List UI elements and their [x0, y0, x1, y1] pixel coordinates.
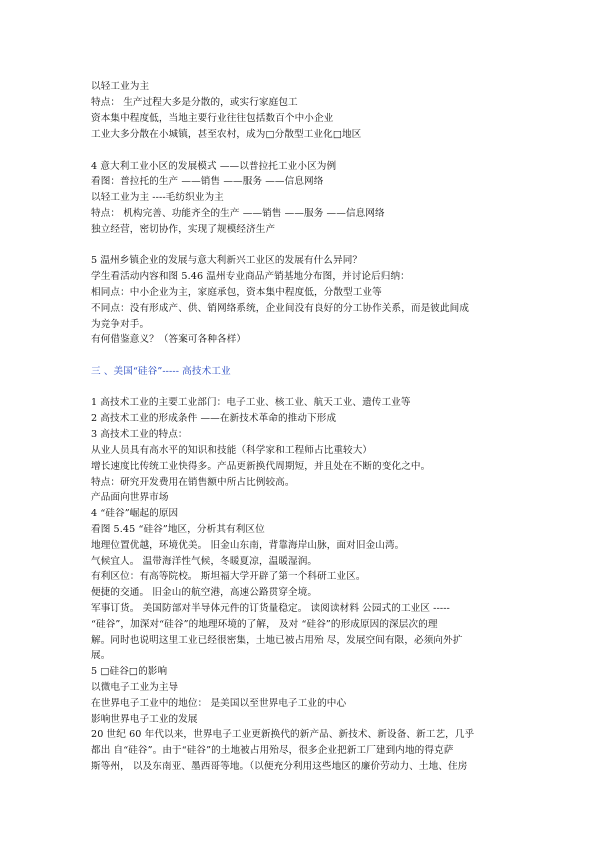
text-line: 有利区位：有高等院校。 斯坦福大学开辟了第一个科研工业区。: [91, 571, 366, 582]
text-line: 在世界电子工业中的地位： 是美国以至世界电子工业的中心: [91, 698, 347, 709]
text-line: 地理位置优越，环境优美。 旧金山东南，背靠海岸山脉，面对旧金山湾。: [91, 540, 405, 551]
text-line: 4 “硅谷”崛起的原因: [91, 508, 179, 519]
text-line: 展。: [91, 650, 111, 661]
text-line: 特点：研究开发费用在销售额中所占比例较高。: [91, 477, 295, 488]
text-line: 20 世纪 60 年代以来，世界电子工业更新换代的新产品、新技术、新设备、新工艺，几乎: [91, 729, 475, 740]
section-heading: 4 意大利工业小区的发展模式 ——以普拉托工业小区为例: [91, 161, 337, 172]
text-line: 以微电子工业为主导: [91, 682, 179, 693]
text-line: 不同点：没有形成产、供、销网络系统，企业间没有良好的分工协作关系，而是彼此间成: [91, 303, 470, 314]
text-line: 以轻工业为主 ----毛纺织业为主: [91, 192, 224, 203]
text-line: 都出 自“硅谷”。由于“硅谷”的土地被占用殆尽，很多企业把新工厂建到内地的得克萨: [91, 745, 454, 756]
text-line: 5 □硅谷□的影响: [91, 666, 168, 677]
text-line: 工业大多分散在小城镇，甚至农村，成为□分散型工业化□地区: [91, 129, 362, 140]
text-line: 斯等州， 以及东南亚、墨西哥等地。（以便充分利用这些地区的廉价劳动力、土地、住房: [91, 761, 468, 772]
text-line: 独立经营，密切协作，实现了规模经济生产: [91, 224, 276, 235]
section-heading: 5 温州乡镇企业的发展与意大利新兴工业区的发展有什么异同？: [91, 255, 363, 266]
text-line: 看图 5.45 “硅谷”地区，分析其有利区位: [91, 524, 265, 535]
text-line: 看图：普拉托的生产 ——销售 ——服务 ——信息网络: [91, 176, 324, 187]
text-line: 3 高技术工业的特点：: [91, 429, 188, 440]
text-line: 气候宜人。 温带海洋性气候，冬暖夏凉，温暖湿润。: [91, 556, 318, 567]
text-line: 资本集中程度低，当地主要行业往往包括数百个中小企业: [91, 113, 334, 124]
chapter-heading: 三 、美国“硅谷”----- 高技术工业: [91, 366, 231, 377]
text-line: 2 高技术工业的形成条件 ——在新技术革命的推动下形成: [91, 413, 337, 424]
text-line: 有何借鉴意义？（答案可各种各样）: [91, 334, 247, 345]
text-line: 学生看活动内容和图 5.46 温州专业商品产销基地分布图，并讨论后归纳：: [91, 271, 410, 282]
text-line: 为竞争对手。: [91, 319, 150, 330]
text-line: 从业人员具有高水平的知识和技能（科学家和工程师占比重较大）: [91, 445, 373, 456]
text-line: 1 高技术工业的主要工业部门：电子工业、核工业、航天工业、遗传工业等: [91, 397, 411, 408]
text-line: 军事订货。 美国防部对半导体元件的订货量稳定。 读阅读材料 公园式的工业区 -----: [91, 603, 450, 614]
text-line: 解。同时也说明这里工业已经很密集，土地已被占用殆 尽，发展空间有限，必须向外扩: [91, 635, 463, 646]
text-line: 影响世界电子工业的发展: [91, 714, 198, 725]
text-line: 产品面向世界市场: [91, 492, 169, 503]
text-line: 特点： 生产过程大多是分散的，或实行家庭包工: [91, 97, 298, 108]
text-line: “硅谷”，加深对“硅谷”的地理环境的了解， 及对 “硅谷”的形成原因的深层次的理: [91, 619, 438, 630]
text-line: 相同点：中小企业为主，家庭承包，资本集中程度低，分散型工业等: [91, 287, 382, 298]
text-line: 增长速度比传统工业快得多。产品更新换代周期短，并且处在不断的变化之中。: [91, 461, 431, 472]
text-line: 以轻工业为主: [91, 81, 150, 92]
text-line: 便捷的交通。 旧金山的航空港，高速公路贯穿全境。: [91, 587, 318, 598]
text-line: 特点： 机构完善、功能齐全的生产 ——销售 ——服务 ——信息网络: [91, 208, 385, 219]
